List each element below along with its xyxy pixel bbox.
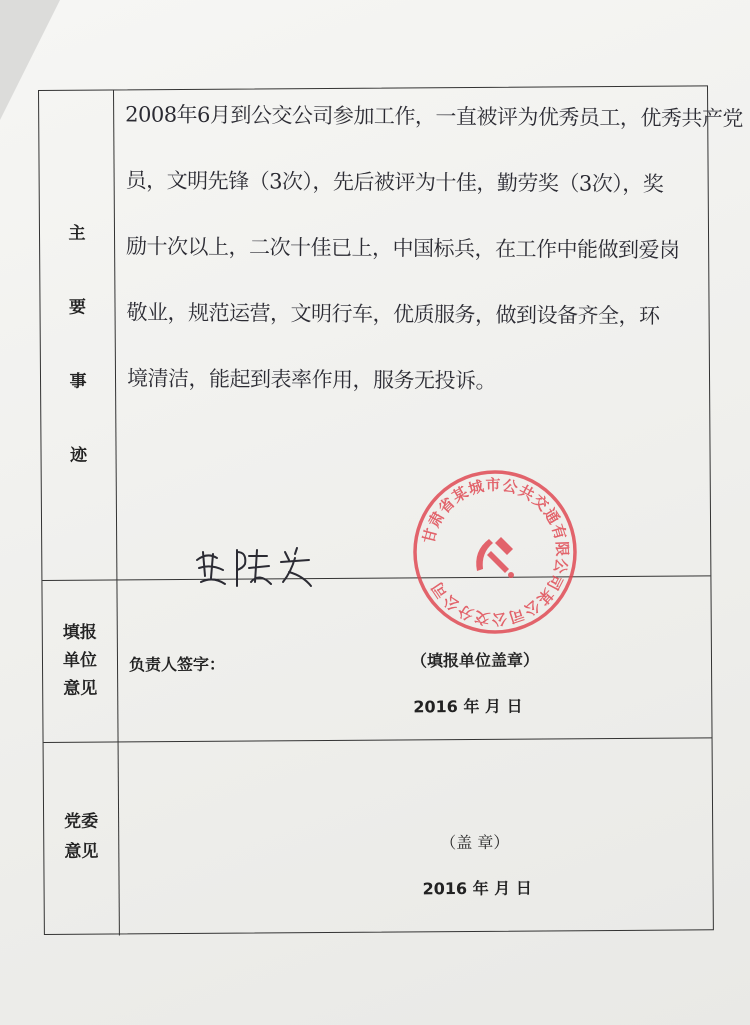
label-char: 主 xyxy=(68,223,86,244)
unit-opinion-label-cell xyxy=(42,580,118,742)
main-deeds-row xyxy=(39,86,744,581)
label-char: 迹 xyxy=(69,445,88,466)
handwritten-line: 员，文明先锋（3次），先后被评为十佳，勤劳奖（3次），奖 xyxy=(125,168,664,197)
svg-text:甘肃省某城市公共交通有限公司某公司公交分公司: 甘肃省某城市公共交通有限公司某公司公交分公司 xyxy=(419,475,572,629)
main-deeds-label xyxy=(40,218,116,515)
handwritten-line: 境清洁，能起到表率作用，服务无投诉。 xyxy=(126,366,497,393)
unit-date: 2016 年 月 日 xyxy=(413,696,523,717)
handwritten-line: 敬业，规范运营，文明行车，优质服务，做到设备齐全，环 xyxy=(126,300,660,329)
handwritten-line: 励十次以上，二次十佳已上，中国标兵，在工作中能做到爱岗 xyxy=(125,234,680,263)
signer-label: 负责人签字： xyxy=(128,654,226,675)
official-seal-stamp xyxy=(410,467,580,637)
party-opinion-label-cell xyxy=(44,742,120,936)
party-opinion-row xyxy=(44,738,713,936)
seal-note: （填报单位盖章） xyxy=(410,650,540,671)
label-char: 事 xyxy=(69,371,87,392)
unit-opinion-label xyxy=(43,618,118,703)
unit-opinion-row xyxy=(42,576,711,743)
label-char: 要 xyxy=(68,297,87,318)
label-line: 填报 xyxy=(62,622,97,643)
party-date: 2016 年 月 日 xyxy=(422,878,532,899)
handwritten-line: 2008年6月到公交公司参加工作，一直被评为优秀员工，优秀共产党 xyxy=(125,102,744,131)
party-opinion-content xyxy=(122,738,713,935)
label-line: 意见 xyxy=(63,678,98,699)
label-line: 单位 xyxy=(62,650,98,671)
label-line: 意见 xyxy=(64,841,99,862)
party-opinion-label xyxy=(44,806,118,867)
award-form xyxy=(38,85,744,935)
main-deeds-label-cell xyxy=(39,90,117,580)
party-seal-note: （盖 章） xyxy=(440,832,510,853)
label-line: 党委 xyxy=(64,811,99,832)
signature-image xyxy=(193,542,343,592)
